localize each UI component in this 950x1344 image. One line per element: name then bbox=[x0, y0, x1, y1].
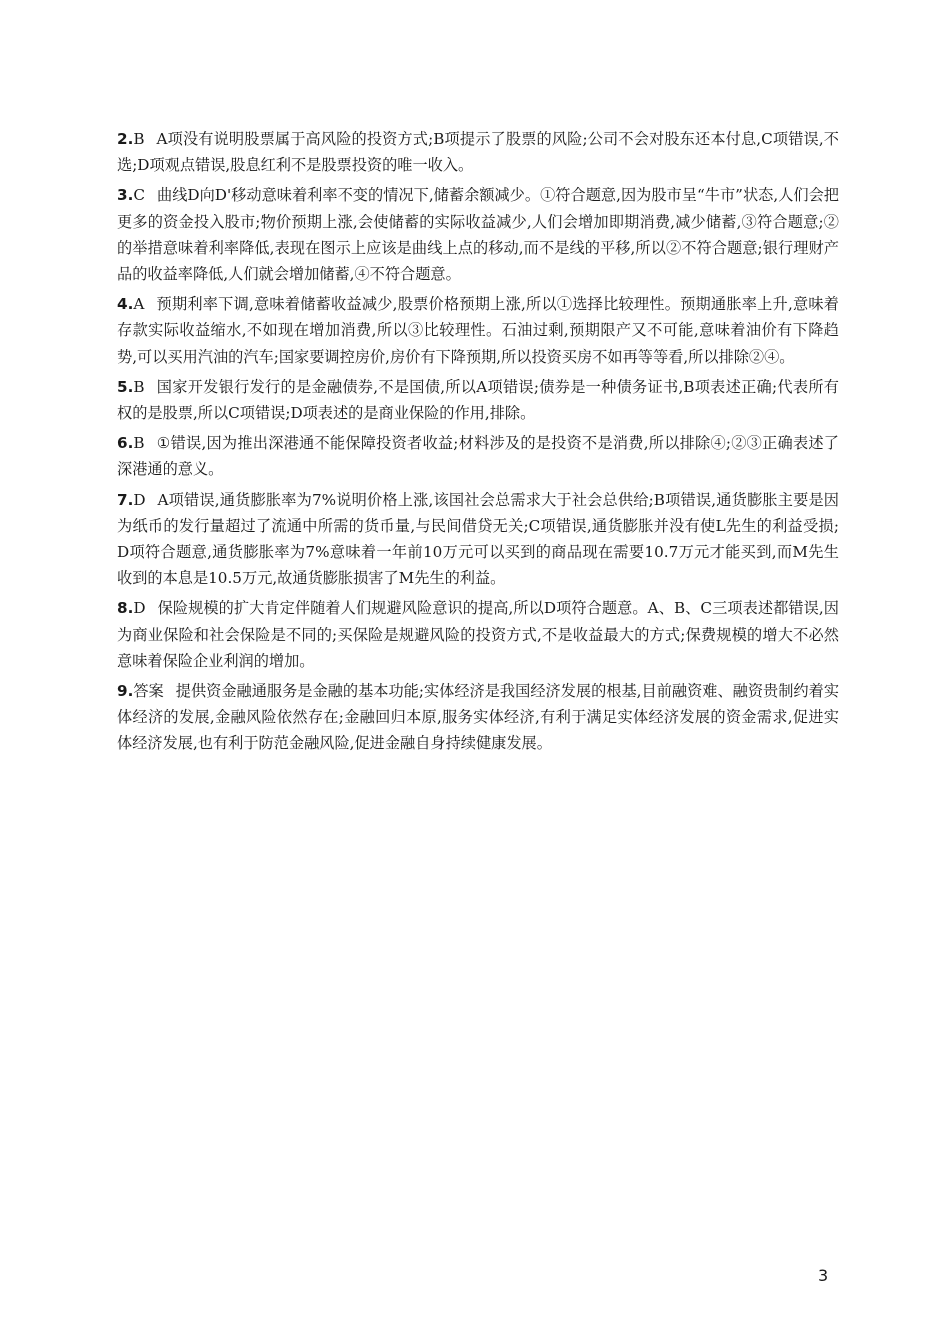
answer-list bbox=[117, 126, 839, 761]
answer-letter: D bbox=[133, 599, 146, 618]
question-number: 5. bbox=[117, 377, 134, 396]
explanation-text: A项没有说明股票属于高风险的投资方式;B项提示了股票的风险;公司不会对股东还本付息,C项错误,不选;D项观点错误,股息红利不是股票投资的唯一收入。 bbox=[117, 130, 839, 175]
explanation-text: 保险规模的扩大肯定伴随着人们规避风险意识的提高,所以D项符合题意。A、B、C三项表述都错误,因为商业保险和社会保险是不同的;买保险是规避风险的投资方式,不是收益最大的方式;保费规模的增大不必然意味着保险企业利润的增加。 bbox=[117, 599, 839, 670]
page-number: 3 bbox=[818, 1266, 829, 1285]
explanation-text: 预期利率下调,意味着储蓄收益减少,股票价格预期上涨,所以①选择比较理性。预期通胀率上升,意味着存款实际收益缩水,不如现在增加消费,所以③比较理性。石油过剩,预期限产又不可能,意味着油价有下降趋势,可以买用汽油的汽车;国家要调控房价,房价有下降预期,所以投资买房不如再等等看,所以排除②④。 bbox=[117, 295, 839, 366]
answer-letter: A bbox=[133, 295, 145, 314]
answer-letter: 答案 bbox=[133, 682, 164, 701]
question-number: 7. bbox=[117, 490, 134, 509]
question-number: 4. bbox=[117, 295, 134, 314]
answer-letter: C bbox=[133, 186, 145, 205]
question-number: 3. bbox=[117, 186, 134, 205]
question-number: 6. bbox=[117, 434, 134, 453]
question-number: 2. bbox=[117, 130, 134, 148]
answer-item bbox=[117, 374, 839, 426]
answer-letter: B bbox=[133, 377, 145, 396]
answer-item bbox=[117, 678, 839, 757]
answer-letter: B bbox=[133, 434, 145, 453]
answer-item bbox=[117, 487, 839, 592]
answer-item bbox=[117, 291, 839, 370]
answer-letter: D bbox=[133, 490, 146, 509]
explanation-text: ①错误,因为推出深港通不能保障投资者收益;材料涉及的是投资不是消费,所以排除④;②③正确表述了深港通的意义。 bbox=[117, 434, 839, 479]
explanation-text: 国家开发银行发行的是金融债券,不是国债,所以A项错误;债券是一种债务证书,B项表述正确;代表所有权的是股票,所以C项错误;D项表述的是商业保险的作用,排除。 bbox=[117, 377, 839, 423]
explanation-text: 提供资金融通服务是金融的基本功能;实体经济是我国经济发展的根基,目前融资难、融资贵制约着实体经济的发展,金融风险依然存在;金融回归本原,服务实体经济,有利于满足实体经济发展的资金需求,促进实体经济发展,也有利于防范金融风险,促进金融自身持续健康发展。 bbox=[117, 682, 840, 753]
explanation-text: A项错误,通货膨胀率为7%说明价格上涨,该国社会总需求大于社会总供给;B项错误,通货膨胀主要是因为纸币的发行量超过了流通中所需的货币量,与民间借贷无关;C项错误,通货膨胀并没有使L先生的利益受损;D项符合题意,通货膨胀率为7%意味着一年前10万元可以买到的商品现在需要10.7万元才能买到,而M先生收到的本息是10.5万元,故通货膨胀损害了M先生的利益。 bbox=[117, 490, 839, 588]
answer-item bbox=[117, 182, 839, 287]
question-number: 9. bbox=[117, 682, 134, 701]
question-number: 8. bbox=[117, 599, 134, 618]
answer-letter: B bbox=[133, 130, 145, 148]
answer-item bbox=[117, 126, 839, 178]
answer-item bbox=[117, 430, 839, 482]
answer-item bbox=[117, 595, 839, 674]
explanation-text: 曲线D向D'移动意味着利率不变的情况下,储蓄余额减少。①符合题意,因为股市呈“牛市”状态,人们会把更多的资金投入股市;物价预期上涨,会使储蓄的实际收益减少,人们会增加即期消费,减少储蓄,③符合题意;②的举措意味着利率降低,表现在图示上应该是曲线上点的移动,而不是线的平移,所以②不符合题意;银行理财产品的收益率降低,人们就会增加储蓄,④不符合题意。 bbox=[117, 186, 839, 284]
